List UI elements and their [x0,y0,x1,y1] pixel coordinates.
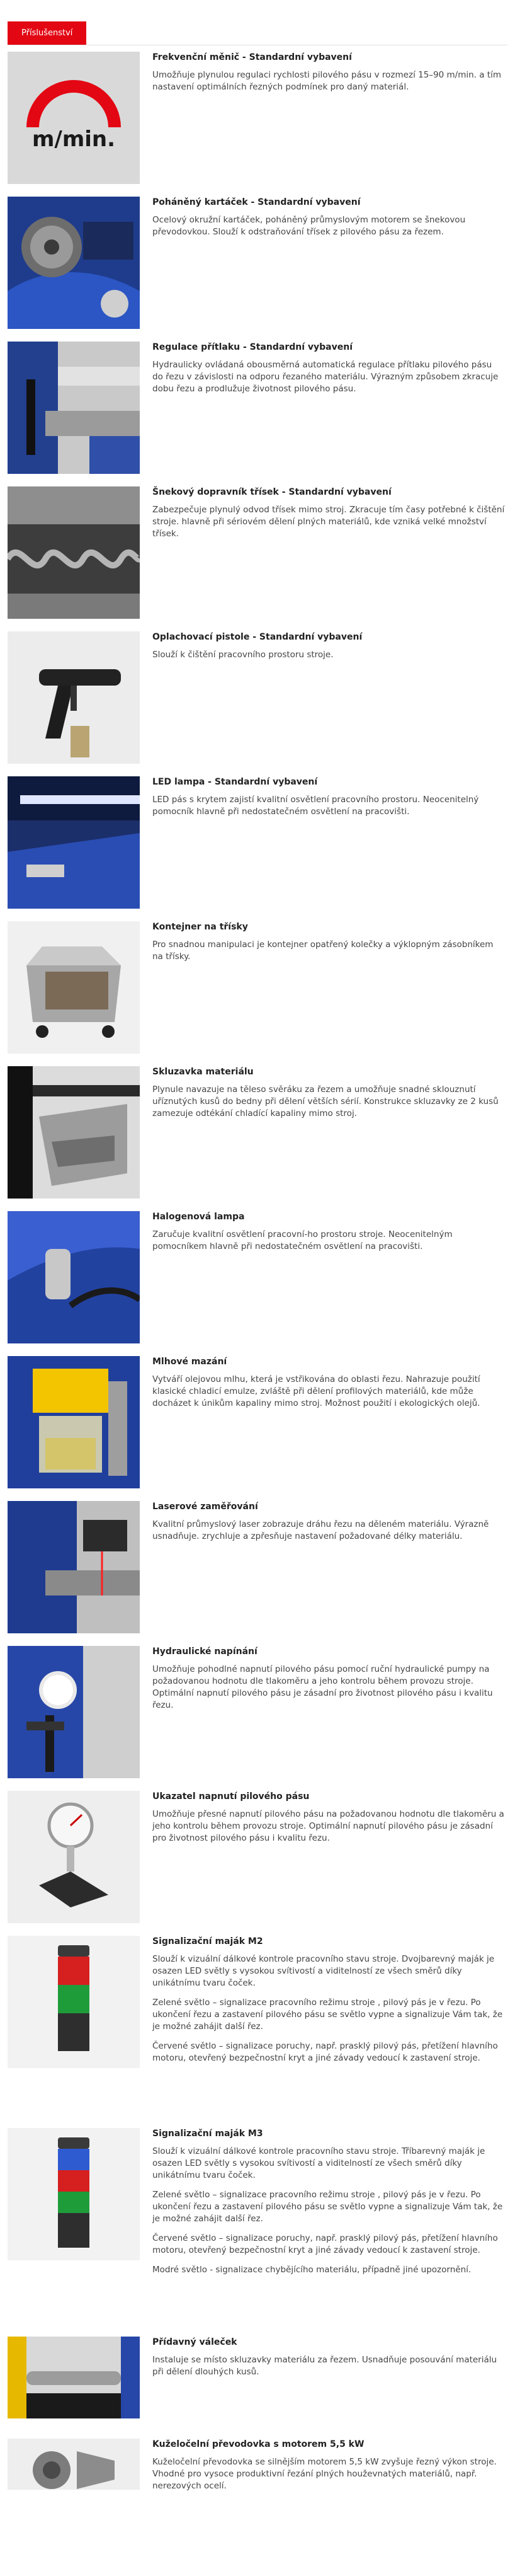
accessory-chip-container [8,920,507,1059]
led-lamp-image [8,776,140,909]
accessory-title: Halogenová lampa [152,1212,245,1222]
material-chute-image [8,1066,140,1199]
accessory-description: Slouží k vizuální dálkové kontrole pracovního stavu stroje. Tříbarevný maják je osazen LED světly s vysokou svítivostí a viditelností ze všech směrů díky unikátnímu tvaru čoček. [152,2146,485,2180]
tab-accessories[interactable]: Příslušenství [8,21,86,45]
driven-brush-image [8,197,140,329]
accessory-title: Kuželočelní převodovka s motorem 5,5 kW [152,2439,365,2449]
accessory-description: Umožňuje přesné napnutí pilového pásu na požadovanou hodnotu dle tlakoměru a jeho kontrolu během provozu stroje. Optimální napnutí pilového pásu je zásadní pro životnost pilového pásu i kvalitu řezu. [152,1809,504,1843]
accessory-title: Ukazatel napnutí pilového pásu [152,1791,310,1802]
accessory-description: Vytváří olejovou mlhu, která je vstřikována do oblasti řezu. Nahrazuje použití klasické chladicí emulze, zvláště při dělení profilových materiálů, kde může docházet k únikům kapaliny mimo stroj. Možnost použití i ekologických olejů. [152,1374,480,1408]
accessory-description: Ocelový okružní kartáček, poháněný průmyslovým motorem se šnekovou převodovkou. Slouží k odstraňování třísek z pilového pásu za řezem. [152,215,466,237]
accessory-description: Zelené světlo – signalizace pracovního režimu stroje , pilový pás je v řezu. Po ukončení řezu a zastavení pilového pásu se světlo vypne a signalizuje Vám tak, že je možné zahájit další řez. [152,2190,503,2224]
signal-beacon-m3-image [8,2128,140,2260]
laser-targeting-image [8,1501,140,1633]
accessory-title: Hydraulické napínání [152,1647,258,1657]
accessory-description: Plynule navazuje na těleso svěráku za řezem a umožňuje snadné sklouznutí uříznutých kusů do bedny při dělení větších sérií. Konstrukce skluzavky ze 2 kusů zamezuje odtékání chladící kapaliny mimo stroj. [152,1084,499,1118]
bevel-gearbox-image [8,2439,140,2490]
accessory-description: Umožňuje pohodlné napnutí pilového pásu pomocí ruční hydraulické pumpy na požadovanou hodnotu dle tlakoměru a jeho kontrolu během provozu stroje. Optimální napnutí pilového pásu je zásadní pro životnost pilového pásu i kvalitu řezu. [152,1664,493,1710]
accessory-description: Modré světlo - signalizace chybějícího materiálu, případně jiné upozornění. [152,2265,472,2275]
accessory-description: LED pás s krytem zajistí kvalitní osvětlení pracovního prostoru. Neocenitelný pomocník hlavně při nedostatečném osvětlení na pracovišti. [152,795,479,817]
mist-lubrication-image [8,1356,140,1488]
pressure-regulation-image [8,342,140,474]
accessory-description: Instaluje se místo skluzavky materiálu za řezem. Usnadňuje posouvání materiálu při dělení dlouhých kusů. [152,2355,497,2377]
m-min-label: m/min. [31,127,116,152]
accessory-rinse-gun [8,630,507,769]
accessory-title: Šnekový dopravník třísek - Standardní vybavení [152,487,392,497]
accessory-title: Laserové zaměřování [152,1502,258,1512]
accessory-description: Umožňuje plynulou regulaci rychlosti pilového pásu v rozmezí 15–90 m/min. a tím nastavení optimálních řezných podmínek pro daný materiál. [152,70,502,92]
accessory-laser-targeting [8,1500,507,1638]
accessory-title: Regulace přítlaku - Standardní vybavení [152,342,353,352]
tension-indicator-image [8,1791,140,1923]
halogen-lamp-image [8,1211,140,1343]
accessory-mist-lubrication [8,1355,507,1493]
accessory-halogen-lamp [8,1210,507,1348]
accessory-driven-brush [8,195,507,334]
chip-conveyor-image [8,486,140,619]
accessory-description: Zaručuje kvalitní osvětlení pracovní-ho prostoru stroje. Neocenitelným pomocníkem hlavně při nedostatečném osvětlení na pracovišti. [152,1229,453,1251]
accessory-description: Slouží k vizuální dálkové kontrole pracovního stavu stroje. Dvojbarevný maják je osazen LED světly s vysokou svítivostí a viditelností ze všech směrů díky unikátnímu tvaru čoček. [152,1954,495,1988]
accessory-hydraulic-tension [8,1645,507,1783]
accessory-chip-conveyor [8,485,507,624]
extra-roller-image [8,2337,140,2418]
accessory-title: Skluzavka materiálu [152,1067,254,1077]
accessory-description: Zabezpečuje plynulý odvod třísek mimo stroj. Zkracuje tím časy potřebné k čištění stroje. hlavně při sériovém dělení plných materiálů, kde vzniká velké množství třísek. [152,505,505,539]
accessory-description: Zelené světlo – signalizace pracovního režimu stroje , pilový pás je v řezu. Po ukončení řezu a zastavení pilového pásu se světlo vypne a signalizuje Vám tak, že je možné zahájit další řez. [152,1998,503,2032]
accessory-tension-indicator [8,1790,507,1928]
accessory-bevel-gearbox [8,2437,507,2576]
rinse-gun-image [8,631,140,764]
accessory-frequency-converter [8,50,507,189]
accessory-title: Kontejner na třísky [152,922,248,932]
accessory-signal-beacon-m2 [8,1935,507,2073]
accessory-signal-beacon-m3 [8,2127,507,2275]
frequency-converter-image [8,52,140,184]
chip-container-image [8,921,140,1054]
accessory-title: Signalizační maják M3 [152,2129,263,2139]
accessory-description: Kuželočelní převodovka se silnějším motorem 5,5 kW zvyšuje řezný výkon stroje. Vhodné pro vysoce produktivní řezání plných houževnatých materiálů, např. nerezových ocelí. [152,2457,497,2491]
accessory-description: Hydraulicky ovládaná obousměrná automatická regulace přítlaku pilového pásu do řezu v závislosti na odporu řezaného materiálu. Výrazným způsobem zkracuje dobu řezu a prodlužuje životnost pilového pásu. [152,360,499,394]
accessory-title: Přídavný váleček [152,2337,237,2347]
accessory-title: Mlhové mazání [152,1357,227,1367]
accessory-led-lamp [8,775,507,914]
hydraulic-tension-image [8,1646,140,1778]
accessory-description: Červené světlo – signalizace poruchy, např. prasklý pilový pás, přetížení hlavního motoru, otevřený bezpečnostní kryt a jiné závady vedoucí k zastavení stroje. [152,2041,498,2063]
accessory-description: Pro snadnou manipulaci je kontejner opatřený kolečky a výklopným zásobníkem na třísky. [152,940,494,962]
accessory-title: LED lampa - Standardní vybavení [152,777,318,787]
accessory-title: Frekvenční měnič - Standardní vybavení [152,52,352,62]
accessory-description: Slouží k čištění pracovního prostoru stroje. [152,650,334,660]
accessory-description: Kvalitní průmyslový laser zobrazuje dráhu řezu na děleném materiálu. Výrazně usnadňuje. zrychluje a zpřesňuje nastavení požadované délky materiálu. [152,1519,489,1541]
signal-beacon-m2-image [8,1936,140,2068]
accessory-title: Signalizační maják M2 [152,1936,263,1946]
accessory-title: Poháněný kartáček - Standardní vybavení [152,197,361,207]
accessory-description: Červené světlo – signalizace poruchy, např. prasklý pilový pás, přetížení hlavního motoru, otevřený bezpečnostní kryt a jiné závady vedoucí k zastavení stroje. [152,2233,498,2255]
accessory-pressure-regulation [8,340,507,479]
accessory-title: Oplachovací pistole - Standardní vybavení [152,632,363,642]
accessory-material-chute [8,1065,507,1204]
